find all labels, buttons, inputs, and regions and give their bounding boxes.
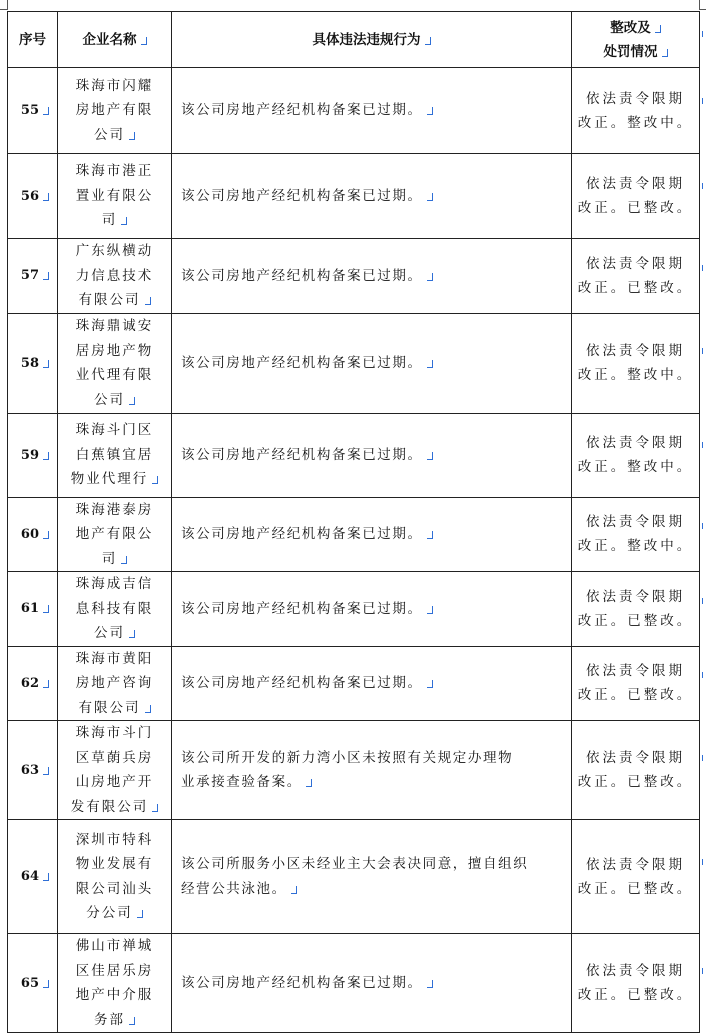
paragraph-mark-icon [662, 49, 668, 57]
page-corner-mark [0, 0, 8, 10]
header-behavior: 具体违法违规行为 [172, 12, 572, 68]
page-corner-mark [699, 0, 706, 10]
table-row [8, 721, 700, 820]
penalty-status: 依法责令限期 改正。已整改。 [572, 646, 700, 721]
paragraph-mark-icon [145, 705, 151, 713]
violation-behavior: 该公司房地产经纪机构备案已过期。 [172, 646, 572, 721]
header-company: 企业名称 [58, 12, 172, 68]
company-name: 深圳市特科 物业发展有 限公司汕头 分公司 [58, 820, 172, 934]
penalty-status: 依法责令限期 改正。整改中。 [572, 68, 700, 154]
paragraph-mark-icon [121, 556, 127, 564]
row-number: 63 [8, 721, 58, 820]
row-end-mark [702, 183, 706, 189]
row-end-mark [702, 265, 706, 271]
violation-behavior: 该公司房地产经纪机构备案已过期。 [172, 934, 572, 1033]
paragraph-mark-icon [43, 272, 49, 280]
company-name: 珠海市黄阳 房地产咨询 有限公司 [58, 646, 172, 721]
penalty-status: 依法责令限期 改正。整改中。 [572, 313, 700, 413]
paragraph-mark-icon [43, 980, 49, 988]
company-name: 广东纵横动 力信息技术 有限公司 [58, 239, 172, 314]
paragraph-mark-icon [43, 873, 49, 881]
violation-behavior: 该公司房地产经纪机构备案已过期。 [172, 239, 572, 314]
row-number: 64 [8, 820, 58, 934]
table-row [8, 154, 700, 239]
penalty-status: 依法责令限期 改正。已整改。 [572, 239, 700, 314]
table-row [8, 413, 700, 497]
table-row [8, 934, 700, 1033]
paragraph-mark-icon [43, 107, 49, 115]
violations-table [7, 11, 700, 1033]
paragraph-mark-icon [291, 886, 297, 894]
company-name: 佛山市禅城 区佳居乐房 地产中介服 务部 [58, 934, 172, 1033]
paragraph-mark-icon [129, 1017, 135, 1025]
row-end-mark [702, 31, 706, 37]
violation-behavior: 该公司所服务小区未经业主大会表决同意，擅自组织 经营公共泳池。 [172, 820, 572, 934]
paragraph-mark-icon [427, 107, 433, 115]
paragraph-mark-icon [43, 360, 49, 368]
paragraph-mark-icon [43, 193, 49, 201]
row-end-mark [702, 968, 706, 974]
violation-behavior: 该公司所开发的新力湾小区未按照有关规定办理物 业承接查验备案。 [172, 721, 572, 820]
paragraph-mark-icon [427, 680, 433, 688]
paragraph-mark-icon [306, 779, 312, 787]
row-end-mark [702, 598, 706, 604]
company-name: 珠海成吉信 息科技有限 公司 [58, 572, 172, 647]
row-number: 60 [8, 497, 58, 572]
company-name: 珠海市港正 置业有限公 司 [58, 154, 172, 239]
company-name: 珠海鼎诚安 居房地产物 业代理有限 公司 [58, 313, 172, 413]
paragraph-mark-icon [427, 531, 433, 539]
penalty-status: 依法责令限期 改正。已整改。 [572, 572, 700, 647]
paragraph-mark-icon [152, 804, 158, 812]
company-name: 珠海港泰房 地产有限公 司 [58, 497, 172, 572]
paragraph-mark-icon [427, 360, 433, 368]
paragraph-mark-icon [427, 606, 433, 614]
row-end-mark [702, 348, 706, 354]
header-no: 序号 [8, 12, 58, 68]
table-row [8, 820, 700, 934]
violation-behavior: 该公司房地产经纪机构备案已过期。 [172, 497, 572, 572]
paragraph-mark-icon [427, 452, 433, 460]
paragraph-mark-icon [427, 273, 433, 281]
row-number: 61 [8, 572, 58, 647]
paragraph-mark-icon [427, 980, 433, 988]
paragraph-mark-icon [137, 910, 143, 918]
paragraph-mark-icon [129, 132, 135, 140]
table-row [8, 572, 700, 647]
paragraph-mark-icon [145, 297, 151, 305]
row-number: 57 [8, 239, 58, 314]
row-end-mark [702, 98, 706, 104]
row-end-mark [702, 755, 706, 761]
penalty-status: 依法责令限期 改正。已整改。 [572, 721, 700, 820]
row-number: 58 [8, 313, 58, 413]
violation-behavior: 该公司房地产经纪机构备案已过期。 [172, 313, 572, 413]
row-end-mark [702, 672, 706, 678]
violation-behavior: 该公司房地产经纪机构备案已过期。 [172, 154, 572, 239]
header-penalty: 整改及 处罚情况 [572, 12, 700, 68]
paragraph-mark-icon [43, 680, 49, 688]
violation-behavior: 该公司房地产经纪机构备案已过期。 [172, 413, 572, 497]
penalty-status: 依法责令限期 改正。已整改。 [572, 154, 700, 239]
paragraph-mark-icon [43, 767, 49, 775]
row-end-mark [702, 442, 706, 448]
penalty-status: 依法责令限期 改正。已整改。 [572, 934, 700, 1033]
penalty-status: 依法责令限期 改正。整改中。 [572, 413, 700, 497]
company-name: 珠海市斗门 区草蓢兵房 山房地产开 发有限公司 [58, 721, 172, 820]
table-header-row [8, 12, 700, 68]
paragraph-mark-icon [152, 476, 158, 484]
paragraph-mark-icon [121, 217, 127, 225]
paragraph-mark-icon [43, 452, 49, 460]
table-row [8, 313, 700, 413]
row-number: 59 [8, 413, 58, 497]
row-end-mark [702, 859, 706, 865]
row-number: 55 [8, 68, 58, 154]
table-row [8, 497, 700, 572]
table-row [8, 646, 700, 721]
paragraph-mark-icon [43, 605, 49, 613]
paragraph-mark-icon [129, 397, 135, 405]
table-row [8, 239, 700, 314]
row-number: 65 [8, 934, 58, 1033]
paragraph-mark-icon [43, 531, 49, 539]
violation-behavior: 该公司房地产经纪机构备案已过期。 [172, 68, 572, 154]
violation-behavior: 该公司房地产经纪机构备案已过期。 [172, 572, 572, 647]
paragraph-mark-icon [425, 37, 431, 45]
paragraph-mark-icon [655, 25, 661, 33]
company-name: 珠海市闪耀 房地产有限 公司 [58, 68, 172, 154]
row-number: 56 [8, 154, 58, 239]
paragraph-mark-icon [427, 193, 433, 201]
row-number: 62 [8, 646, 58, 721]
paragraph-mark-icon [141, 37, 147, 45]
penalty-status: 依法责令限期 改正。已整改。 [572, 820, 700, 934]
penalty-status: 依法责令限期 改正。整改中。 [572, 497, 700, 572]
table-row [8, 68, 700, 154]
row-end-mark [702, 523, 706, 529]
company-name: 珠海斗门区 白蕉镇宜居 物业代理行 [58, 413, 172, 497]
paragraph-mark-icon [129, 630, 135, 638]
